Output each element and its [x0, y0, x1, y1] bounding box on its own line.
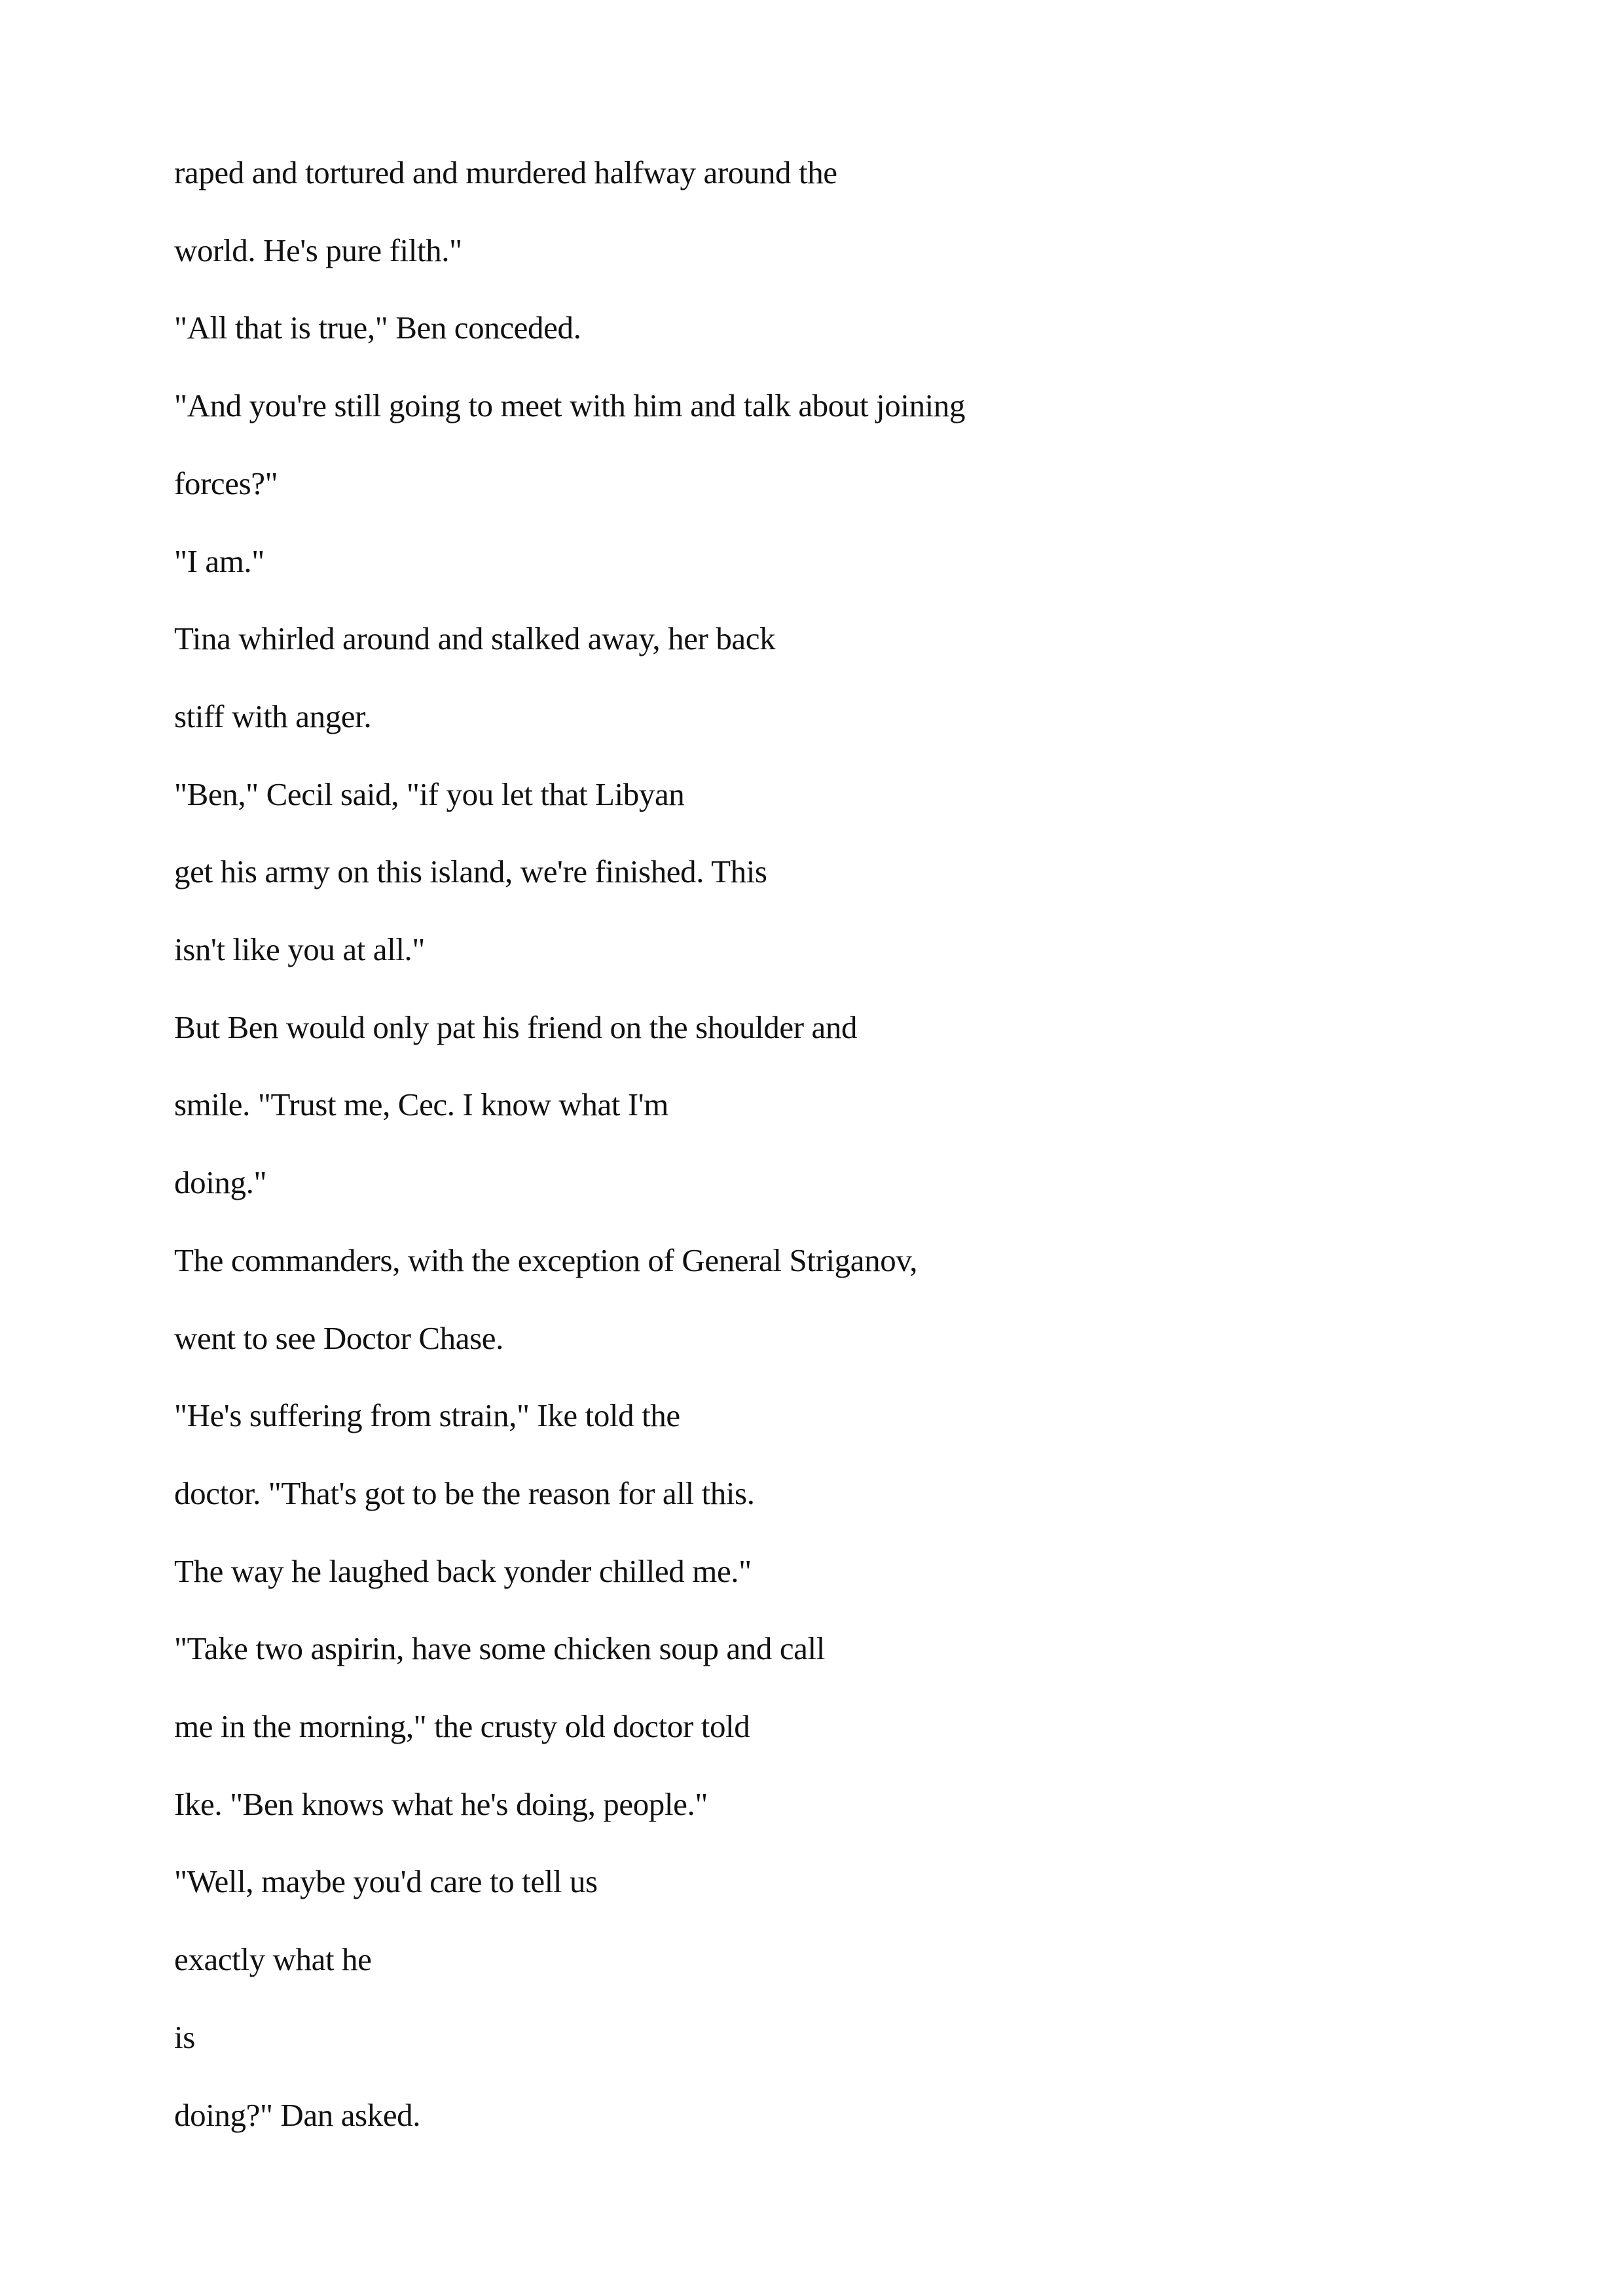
text-line: isn't like you at all." [174, 931, 425, 968]
text-line: raped and tortured and murdered halfway around the [174, 154, 837, 190]
text-line: went to see Doctor Chase. [174, 1319, 503, 1356]
text-line: is [174, 2018, 195, 2055]
text-line: world. He's pure filth." [174, 232, 462, 268]
text-line: The commanders, with the exception of General Striganov, [174, 1242, 918, 1278]
text-line: doing." [174, 1164, 267, 1201]
text-line: But Ben would only pat his friend on the shoulder and [174, 1009, 858, 1045]
text-line: "And you're still going to meet with him and talk about joining [174, 387, 966, 424]
text-line: "Well, maybe you'd care to tell us [174, 1863, 598, 1900]
text-line: doing?" Dan asked. [174, 2096, 421, 2133]
text-line: forces?" [174, 465, 278, 501]
body-text [174, 134, 1484, 2154]
text-line: The way he laughed back yonder chilled me." [174, 1552, 752, 1589]
text-line: exactly what he [174, 1941, 372, 1978]
text-line: "I am." [174, 543, 264, 579]
text-line: get his army on this island, we're finished. This [174, 853, 767, 890]
text-line: "All that is true," Ben conceded. [174, 310, 581, 346]
text-line: stiff with anger. [174, 698, 372, 734]
text-line: smile. "Trust me, Cec. I know what I'm [174, 1086, 668, 1123]
text-line: Tina whirled around and stalked away, her back [174, 620, 776, 657]
text-line: me in the morning," the crusty old doctor told [174, 1708, 750, 1745]
text-line: doctor. "That's got to be the reason for all this. [174, 1475, 755, 1511]
text-line: "Take two aspirin, have some chicken soup and call [174, 1630, 825, 1667]
text-line: Ike. "Ben knows what he's doing, people." [174, 1785, 708, 1822]
text-line: "He's suffering from strain," Ike told the [174, 1397, 680, 1434]
text-line: "Ben," Cecil said, "if you let that Libyan [174, 776, 685, 812]
